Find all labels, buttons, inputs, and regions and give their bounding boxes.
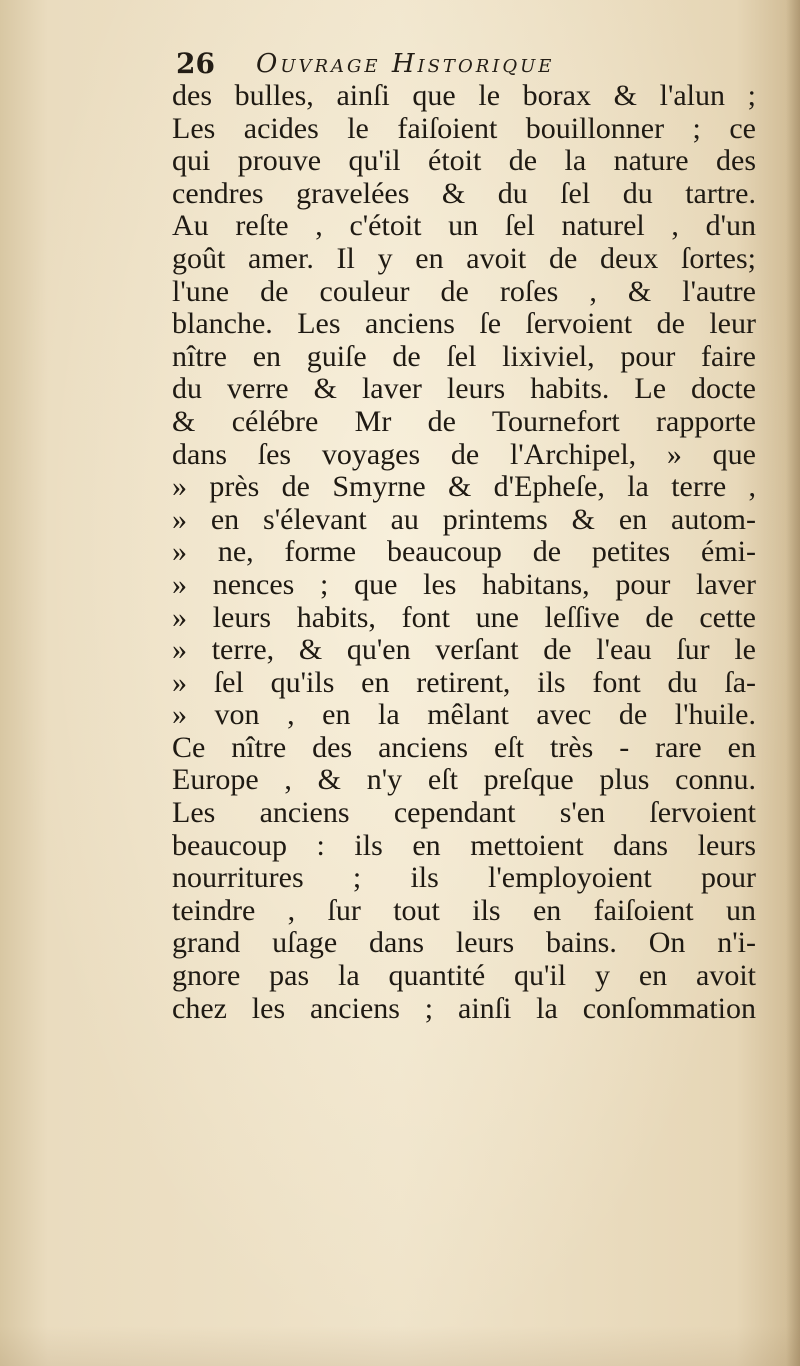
text-line: beaucoup : ils en mettoient dans leurs xyxy=(172,828,756,862)
text-line: teindre , ſur tout ils en faiſoient un xyxy=(172,893,756,927)
text-line: Ce nître des anciens eſt très - rare en xyxy=(172,730,756,764)
text-line: dans ſes voyages de l'Archipel, » que xyxy=(172,437,756,471)
text-line: » leurs habits, font une leſſive de cette xyxy=(172,600,756,634)
text-line: & célébre Mr de Tournefort rapporte xyxy=(172,404,756,438)
page-header xyxy=(176,46,776,82)
text-line: blanche. Les anciens ſe ſervoient de leur xyxy=(172,307,756,341)
text-line: nître en guiſe de ſel lixiviel, pour faire xyxy=(172,339,756,373)
text-line: du verre & laver leurs habits. Le docte xyxy=(172,372,756,406)
text-line: goût amer. Il y en avoit de deux ſortes; xyxy=(172,241,756,275)
text-line: » von , en la mêlant avec de l'huile. xyxy=(172,698,756,732)
text-line: chez les anciens ; ainſi la conſommation xyxy=(172,991,756,1025)
text-line: gnore pas la quantité qu'il y en avoit xyxy=(172,959,756,993)
text-line: Les anciens cependant s'en ſervoient xyxy=(172,796,756,830)
page-edge-shadow xyxy=(786,0,800,1366)
text-line: » ſel qu'ils en retirent, ils font du ſa- xyxy=(172,665,756,699)
text-line: grand uſage dans leurs bains. On n'i- xyxy=(172,926,756,960)
text-line: » nences ; que les habitans, pour laver xyxy=(172,567,756,601)
text-line: cendres gravelées & du ſel du tartre. xyxy=(172,176,756,210)
text-line: » ne, forme beaucoup de petites émi- xyxy=(172,535,756,569)
running-head: Ouvrage Historique xyxy=(256,49,555,79)
text-line: » près de Smyrne & d'Epheſe, la terre , xyxy=(172,470,756,504)
page-bottom-shadow xyxy=(0,1326,800,1366)
text-line: l'une de couleur de roſes , & l'autre xyxy=(172,274,756,308)
text-line: nourritures ; ils l'employoient pour xyxy=(172,861,756,895)
text-line: Au reſte , c'étoit un ſel naturel , d'un xyxy=(172,209,756,243)
text-line: des bulles, ainſi que le borax & l'alun ; xyxy=(172,79,756,112)
page-number: 26 xyxy=(176,47,215,80)
text-line: » terre, & qu'en verſant de l'eau ſur le xyxy=(172,633,756,667)
text-line: » en s'élevant au printems & en autom- xyxy=(172,502,756,536)
text-line: Les acides le faiſoient bouillonner ; ce xyxy=(172,111,756,145)
text-line: Europe , & n'y eſt preſque plus connu. xyxy=(172,763,756,797)
body-text xyxy=(172,80,756,1025)
text-line: qui prouve qu'il étoit de la nature des xyxy=(172,144,756,178)
